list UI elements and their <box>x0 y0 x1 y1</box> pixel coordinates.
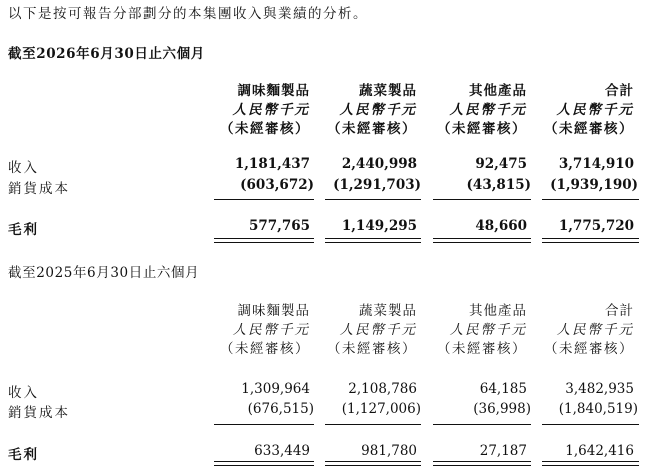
section-title: 截至2025年6月30日止六個月 <box>8 265 200 281</box>
column-name: 其他產品 <box>469 83 527 99</box>
section-title: 截至2026年6月30日止六個月 <box>8 46 205 62</box>
cell-value: 3,482,935 <box>565 381 634 397</box>
cell-value: (603,672) <box>240 177 314 193</box>
total-double-rule <box>214 461 314 466</box>
row-label-gross-profit: 毛利 <box>8 447 39 463</box>
cell-value: 1,642,416 <box>565 443 634 459</box>
column-unit: 人民幣千元 <box>556 322 634 338</box>
cell-value: 1,775,720 <box>558 218 634 234</box>
subtotal-rule <box>433 424 531 425</box>
column-name: 其他產品 <box>469 303 527 319</box>
cell-value: 64,185 <box>479 381 527 397</box>
column-name: 蔬菜製品 <box>359 303 417 319</box>
column-header-vegetable <box>327 82 417 139</box>
column-unit: 人民幣千元 <box>339 322 417 338</box>
column-name: 調味麵製品 <box>237 83 310 99</box>
column-unit: 人民幣千元 <box>232 102 310 118</box>
row-label-revenue: 收入 <box>8 160 39 176</box>
column-audit: （未經審核） <box>544 121 634 137</box>
cell-value: 981,780 <box>361 443 417 459</box>
column-header-other <box>437 302 527 359</box>
column-name: 蔬菜製品 <box>359 83 417 99</box>
cell-value: 1,181,437 <box>234 156 310 172</box>
cell-value: 92,475 <box>475 156 527 172</box>
column-unit: 人民幣千元 <box>449 102 527 118</box>
row-label-revenue: 收入 <box>8 385 39 401</box>
column-name: 調味麵製品 <box>237 303 310 319</box>
column-audit: （未經審核） <box>437 341 527 357</box>
total-double-rule <box>325 238 421 243</box>
cell-value: 27,187 <box>479 443 527 459</box>
cell-value: 1,309,964 <box>241 381 310 397</box>
total-double-rule <box>433 238 531 243</box>
subtotal-rule <box>433 199 531 200</box>
column-header-total <box>544 302 634 359</box>
cell-value: 577,765 <box>248 218 310 234</box>
cell-value: 48,660 <box>475 218 527 234</box>
column-header-seasoned-noodle <box>220 302 310 359</box>
row-label-cost-of-sales: 銷貨成本 <box>8 405 70 421</box>
cell-value: 2,108,786 <box>348 381 417 397</box>
cell-value: (43,815) <box>466 177 531 193</box>
cell-value: (1,939,190) <box>550 177 638 193</box>
cell-value: 633,449 <box>254 443 310 459</box>
subtotal-rule <box>214 424 314 425</box>
column-unit: 人民幣千元 <box>556 102 634 118</box>
subtotal-rule <box>542 424 639 425</box>
cell-value: 1,149,295 <box>341 218 417 234</box>
subtotal-rule <box>214 199 314 200</box>
subtotal-rule <box>325 424 421 425</box>
cell-value: 2,440,998 <box>341 156 417 172</box>
column-audit: （未經審核） <box>327 121 417 137</box>
row-label-gross-profit: 毛利 <box>8 222 39 238</box>
column-header-other <box>437 82 527 139</box>
cell-value: (676,515) <box>247 401 314 417</box>
column-unit: 人民幣千元 <box>232 322 310 338</box>
column-audit: （未經審核） <box>327 341 417 357</box>
total-double-rule <box>542 238 639 243</box>
cell-value: (36,998) <box>473 401 531 417</box>
cell-value: (1,291,703) <box>333 177 421 193</box>
column-audit: （未經審核） <box>220 121 310 137</box>
column-audit: （未經審核） <box>437 121 527 137</box>
column-audit: （未經審核） <box>544 341 634 357</box>
total-double-rule <box>214 238 314 243</box>
cell-value: (1,127,006) <box>341 401 421 417</box>
column-audit: （未經審核） <box>220 341 310 357</box>
row-label-cost-of-sales: 銷貨成本 <box>8 181 70 197</box>
intro-text: 以下是按可報告分部劃分的本集團收入與業績的分析。 <box>8 6 368 22</box>
column-header-total <box>544 82 634 139</box>
total-double-rule <box>433 461 531 466</box>
column-name: 合計 <box>605 303 634 319</box>
subtotal-rule <box>542 199 639 200</box>
column-header-vegetable <box>327 302 417 359</box>
total-double-rule <box>542 461 639 466</box>
column-unit: 人民幣千元 <box>449 322 527 338</box>
cell-value: 3,714,910 <box>558 156 634 172</box>
column-header-seasoned-noodle <box>220 82 310 139</box>
total-double-rule <box>325 461 421 466</box>
cell-value: (1,840,519) <box>558 401 638 417</box>
column-name: 合計 <box>605 83 634 99</box>
subtotal-rule <box>325 199 421 200</box>
column-unit: 人民幣千元 <box>339 102 417 118</box>
